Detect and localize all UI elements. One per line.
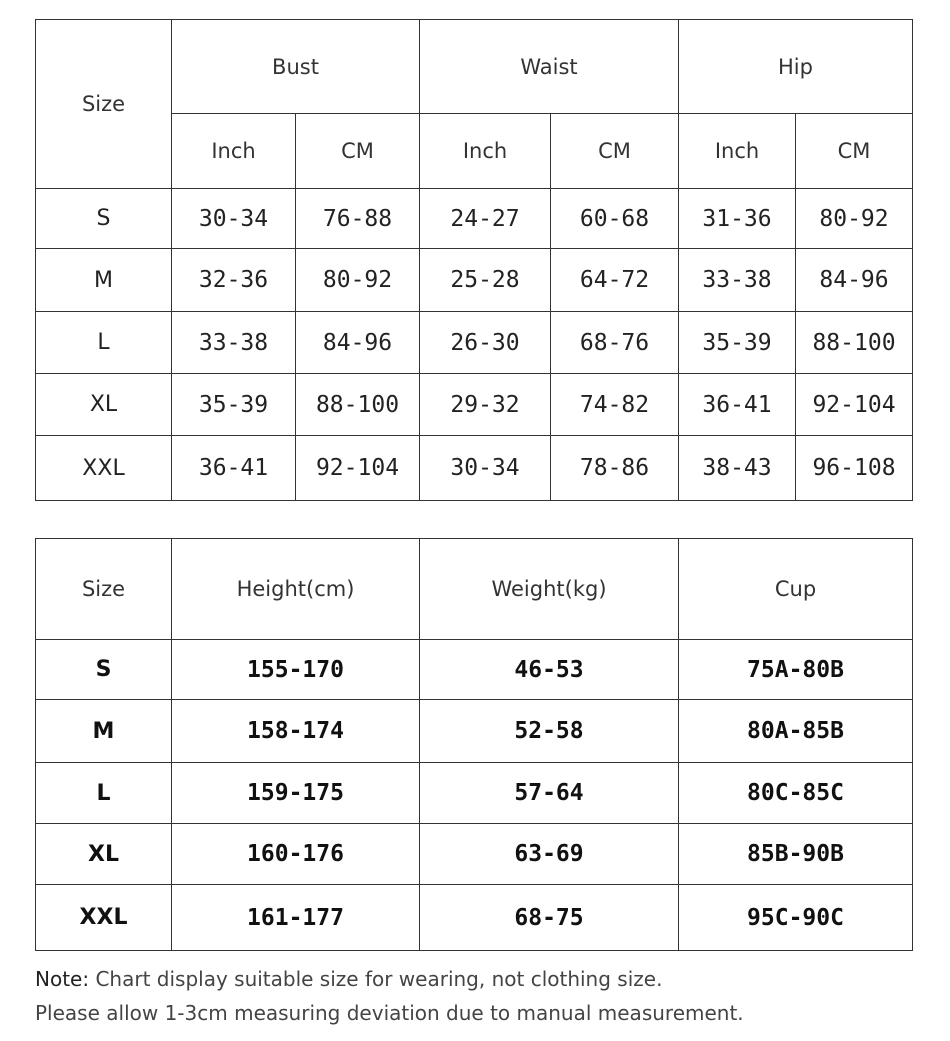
size-cell: M xyxy=(36,700,172,763)
value-cell: 68-76 xyxy=(551,312,679,374)
table-row xyxy=(36,312,913,374)
size-measurement-table xyxy=(35,19,913,501)
note-text-2: Please allow 1-3cm measuring deviation due to manual measurement. xyxy=(35,1001,744,1025)
table-row xyxy=(36,640,913,700)
value-cell: 88-100 xyxy=(796,312,913,374)
unit-header: Inch xyxy=(420,114,551,189)
cup-cell: 75A-80B xyxy=(679,640,913,700)
size-note xyxy=(35,962,915,1030)
value-cell: 60-68 xyxy=(551,189,679,249)
size-cell: XL xyxy=(36,374,172,436)
height-header: Height(cm) xyxy=(172,539,420,640)
size-cell: S xyxy=(36,640,172,700)
value-cell: 92-104 xyxy=(796,374,913,436)
value-cell: 74-82 xyxy=(551,374,679,436)
bust-header: Bust xyxy=(172,20,420,114)
size-cell: M xyxy=(36,249,172,312)
cup-cell: 95C-90C xyxy=(679,885,913,951)
value-cell: 80-92 xyxy=(296,249,420,312)
cup-cell: 85B-90B xyxy=(679,824,913,885)
weight-cell: 57-64 xyxy=(420,763,679,824)
weight-cell: 63-69 xyxy=(420,824,679,885)
value-cell: 29-32 xyxy=(420,374,551,436)
height-cell: 155-170 xyxy=(172,640,420,700)
table-row xyxy=(36,436,913,501)
size-cell: XL xyxy=(36,824,172,885)
unit-header: CM xyxy=(551,114,679,189)
size-cell: XXL xyxy=(36,885,172,951)
value-cell: 78-86 xyxy=(551,436,679,501)
value-cell: 35-39 xyxy=(172,374,296,436)
note-text-1: Chart display suitable size for wearing, not clothing size. xyxy=(89,967,663,991)
weight-cell: 52-58 xyxy=(420,700,679,763)
value-cell: 84-96 xyxy=(296,312,420,374)
size-header: Size xyxy=(36,539,172,640)
height-cell: 158-174 xyxy=(172,700,420,763)
weight-cell: 68-75 xyxy=(420,885,679,951)
value-cell: 24-27 xyxy=(420,189,551,249)
size-cell: L xyxy=(36,763,172,824)
value-cell: 33-38 xyxy=(679,249,796,312)
unit-header: CM xyxy=(796,114,913,189)
table-row xyxy=(36,189,913,249)
value-cell: 84-96 xyxy=(796,249,913,312)
body-size-table xyxy=(35,538,913,951)
value-cell: 26-30 xyxy=(420,312,551,374)
value-cell: 88-100 xyxy=(296,374,420,436)
unit-header: Inch xyxy=(172,114,296,189)
hip-header: Hip xyxy=(679,20,913,114)
table-row xyxy=(36,824,913,885)
weight-cell: 46-53 xyxy=(420,640,679,700)
note-line-1 xyxy=(35,962,915,996)
value-cell: 38-43 xyxy=(679,436,796,501)
value-cell: 31-36 xyxy=(679,189,796,249)
value-cell: 92-104 xyxy=(296,436,420,501)
table-row xyxy=(36,885,913,951)
weight-header: Weight(kg) xyxy=(420,539,679,640)
value-cell: 32-36 xyxy=(172,249,296,312)
cup-cell: 80C-85C xyxy=(679,763,913,824)
table-row xyxy=(36,374,913,436)
value-cell: 36-41 xyxy=(679,374,796,436)
cup-header: Cup xyxy=(679,539,913,640)
value-cell: 30-34 xyxy=(420,436,551,501)
size-cell: XXL xyxy=(36,436,172,501)
value-cell: 35-39 xyxy=(679,312,796,374)
value-cell: 80-92 xyxy=(796,189,913,249)
size-cell: S xyxy=(36,189,172,249)
height-cell: 159-175 xyxy=(172,763,420,824)
value-cell: 96-108 xyxy=(796,436,913,501)
value-cell: 30-34 xyxy=(172,189,296,249)
value-cell: 64-72 xyxy=(551,249,679,312)
value-cell: 25-28 xyxy=(420,249,551,312)
size-cell: L xyxy=(36,312,172,374)
value-cell: 33-38 xyxy=(172,312,296,374)
table-row xyxy=(36,249,913,312)
height-cell: 160-176 xyxy=(172,824,420,885)
waist-header: Waist xyxy=(420,20,679,114)
table-row xyxy=(36,763,913,824)
size-header: Size xyxy=(36,20,172,189)
unit-header: CM xyxy=(296,114,420,189)
value-cell: 36-41 xyxy=(172,436,296,501)
note-label: Note: xyxy=(35,967,90,991)
unit-header: Inch xyxy=(679,114,796,189)
cup-cell: 80A-85B xyxy=(679,700,913,763)
height-cell: 161-177 xyxy=(172,885,420,951)
table-row xyxy=(36,700,913,763)
value-cell: 76-88 xyxy=(296,189,420,249)
